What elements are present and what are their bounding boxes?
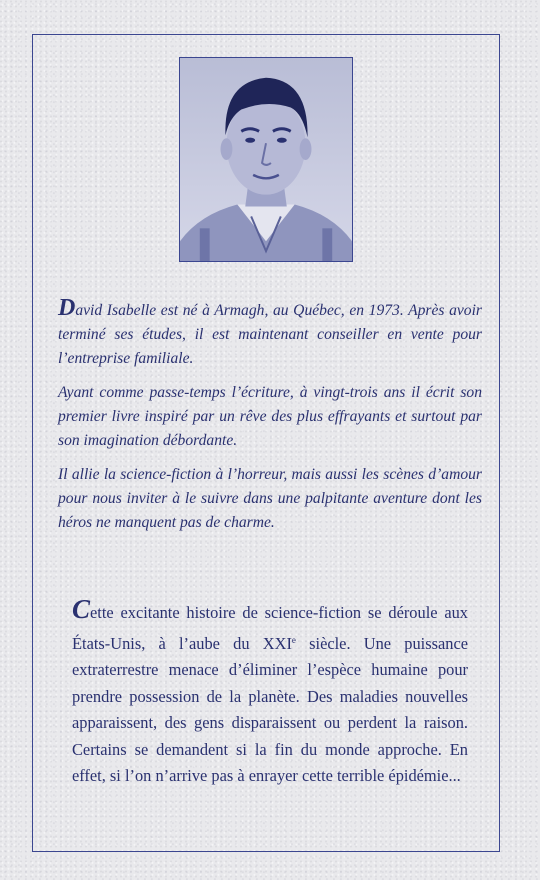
summary-paragraph (72, 596, 468, 790)
summary-text-1: ette excitante histoire de science-fiction se déroule aux États-Unis, à l’aube du XXI (72, 603, 468, 653)
bio-paragraph-1 (58, 296, 482, 371)
author-biography (58, 296, 482, 545)
summary-drop-cap: C (72, 594, 91, 624)
century-superscript: e (291, 634, 296, 645)
author-photo (179, 57, 353, 262)
bio-paragraph-2: Ayant comme passe-temps l’écriture, à vingt-trois ans il écrit son premier livre inspiré par un rêve des plus effrayants et surtout par son imagination débordante. (58, 384, 482, 449)
bio-paragraph-3: Il allie la science-fiction à l’horreur, mais aussi les scènes d’amour pour nous inviter à le suivre dans une palpitante aventure dont les héros ne manquent pas de charme. (58, 466, 482, 531)
summary-text-2: siècle. Une puissance extraterrestre menace d’éliminer l’espèce humaine pour prendre possession de la planète. Des maladies nouvelles apparaissent, des gens disparaissent ou perdent la raison. Certains se demandent si la fin du monde approche. En effet, si l’on n’arrive pas à enrayer cette terrible épidémie... (72, 633, 469, 785)
bio-paragraph-1-text: avid Isabelle est né à Armagh, au Québec, en 1973. Après avoir terminé ses études, il est maintenant conseiller en vente pour l’entreprise familiale. (58, 302, 482, 367)
book-summary (72, 596, 468, 790)
bio-drop-cap: D (58, 295, 76, 321)
